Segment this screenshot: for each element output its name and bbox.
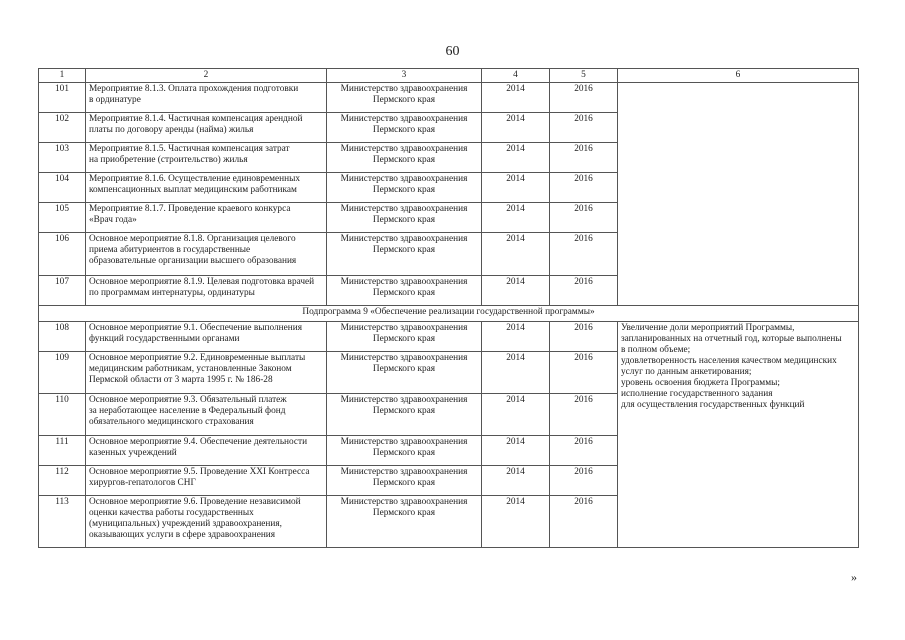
end-year: 2016 [550,143,618,173]
table-row [39,322,859,352]
start-year: 2014 [482,203,550,233]
start-year: 2014 [482,173,550,203]
responsible-executor-line: Пермского края [372,185,436,195]
activity-name-line: приема абитуриентов в государственные [89,245,251,255]
row-number: 112 [39,466,86,496]
activity-name-line: Основное мероприятие 9.5. Проведение XXI Контресса [89,467,310,477]
activity-name-line: Основное мероприятие 8.1.9. Целевая подготовка врачей [89,277,315,287]
activity-name-line: в ординатуре [89,95,141,105]
responsible-executor-line: Министерство здравоохранения [340,277,468,287]
row-number: 105 [39,203,86,233]
activity-name-line: компенсационных выплат медицинским работникам [89,185,297,195]
start-year: 2014 [482,233,550,276]
responsible-executor [327,496,482,548]
responsible-executor-line: Пермского края [372,406,436,416]
subprogram-title: Подпрограмма 9 «Обеспечение реализации государственной программы» [39,306,859,322]
responsible-executor-line: Пермского края [372,95,436,105]
activity-name-line: за неработающее население в Федеральный фонд [89,406,286,416]
end-year: 2016 [550,203,618,233]
responsible-executor-line: Пермского края [372,155,436,165]
activity-name-line: Основное мероприятие 9.4. Обеспечение деятельности [89,437,308,447]
start-year: 2014 [482,466,550,496]
responsible-executor-line: Министерство здравоохранения [340,467,468,477]
responsible-executor-line: Пермского края [372,334,436,344]
start-year: 2014 [482,352,550,394]
responsible-executor-line: Министерство здравоохранения [340,174,468,184]
activity-name-line: казенных учреждений [89,448,177,458]
program-table [38,68,859,548]
activity-name [86,466,327,496]
responsible-executor-line: Министерство здравоохранения [340,497,468,507]
activity-name-line: Мероприятие 8.1.3. Оплата прохождения подготовки [89,84,299,94]
activity-name-line: Основное мероприятие 9.6. Проведение независимой [89,497,301,507]
responsible-executor-line: Пермского края [372,288,436,298]
responsible-executor [327,352,482,394]
end-year: 2016 [550,394,618,436]
responsible-executor [327,436,482,466]
activity-name-line: на приобретение (строительство) жилья [89,155,248,165]
activity-name [86,322,327,352]
end-year: 2016 [550,113,618,143]
activity-name [86,436,327,466]
responsible-executor-line: Министерство здравоохранения [340,323,468,333]
activity-name [86,276,327,306]
page-number: 60 [445,44,460,59]
start-year: 2014 [482,436,550,466]
activity-name-line: «Врач года» [89,215,137,225]
expected-result-line: Увеличение доли мероприятий Программы, [621,323,795,333]
responsible-executor [327,203,482,233]
responsible-executor [327,466,482,496]
end-year: 2016 [550,352,618,394]
row-number: 102 [39,113,86,143]
responsible-executor-line: Министерство здравоохранения [340,144,468,154]
responsible-executor [327,173,482,203]
activity-name [86,143,327,173]
responsible-executor-line: Министерство здравоохранения [340,353,468,363]
responsible-executor-line: Пермского края [372,215,436,225]
group1-body [39,83,859,306]
start-year: 2014 [482,496,550,548]
responsible-executor-line: Министерство здравоохранения [340,84,468,94]
activity-name-line: по программам интернатуры, ординатуры [89,288,255,298]
activity-name-line: платы по договору аренды (найма) жилья [89,125,254,135]
responsible-executor [327,113,482,143]
expected-result-line: удовлетворенность населения качеством медицинских [621,356,837,366]
responsible-executor [327,322,482,352]
activity-name-line: Основное мероприятие 9.2. Единовременные выплаты [89,353,306,363]
col-header-3: 3 [327,69,482,83]
responsible-executor-line: Министерство здравоохранения [340,437,468,447]
row-number: 108 [39,322,86,352]
responsible-executor-line: Пермского края [372,125,436,135]
responsible-executor-line: Пермского края [372,448,436,458]
expected-result-line: в полном объеме; [621,345,691,355]
col-header-1: 1 [39,69,86,83]
activity-name-line: Основное мероприятие 9.1. Обеспечение выполнения [89,323,302,333]
col-header-6: 6 [618,69,859,83]
activity-name-line: Пермской области от 3 марта 1995 г. № 186-28 [89,375,273,385]
activity-name-line: Основное мероприятие 8.1.8. Организация целевого [89,234,296,244]
start-year: 2014 [482,113,550,143]
activity-name-line: функций государственными органами [89,334,240,344]
end-year: 2016 [550,496,618,548]
row-number: 107 [39,276,86,306]
activity-name-line: (муниципальных) учреждений здравоохранения, [89,519,282,529]
start-year: 2014 [482,322,550,352]
activity-name-line: хирургов-гепатологов СНГ [89,478,196,488]
row-number: 113 [39,496,86,548]
activity-name [86,203,327,233]
start-year: 2014 [482,143,550,173]
subprogram-body [39,306,859,322]
activity-name [86,233,327,276]
row-number: 111 [39,436,86,466]
end-year: 2016 [550,436,618,466]
responsible-executor [327,276,482,306]
col-header-5: 5 [550,69,618,83]
responsible-executor-line: Пермского края [372,478,436,488]
activity-name-line: Основное мероприятие 9.3. Обязательный платеж [89,395,287,405]
column-number-row [39,69,859,83]
responsible-executor-line: Министерство здравоохранения [340,204,468,214]
end-year: 2016 [550,83,618,113]
activity-name [86,173,327,203]
end-year: 2016 [550,322,618,352]
activity-name-line: Мероприятие 8.1.5. Частичная компенсация затрат [89,144,290,154]
row-number: 106 [39,233,86,276]
activity-name [86,83,327,113]
activity-name-line: Мероприятие 8.1.4. Частичная компенсация арендной [89,114,303,124]
expected-result-line: для осуществления государственных функций [621,400,805,410]
end-mark: » [851,570,857,584]
start-year: 2014 [482,276,550,306]
row-number: 110 [39,394,86,436]
end-year: 2016 [550,233,618,276]
activity-name-line: обязательного медицинского страхования [89,417,254,427]
activity-name-line: оказывающих услуги в сфере здравоохранения [89,530,276,540]
row-number: 101 [39,83,86,113]
activity-name [86,113,327,143]
responsible-executor [327,83,482,113]
expected-result [618,322,859,548]
responsible-executor [327,143,482,173]
expected-result-line: уровень освоения бюджета Программы; [621,378,780,388]
activity-name [86,394,327,436]
table-row [39,83,859,113]
row-number: 103 [39,143,86,173]
responsible-executor-line: Министерство здравоохранения [340,395,468,405]
responsible-executor-line: Пермского края [372,245,436,255]
activity-name-line: медицинским работникам, установленные Законом [89,364,292,374]
activity-name-line: оценки качества работы государственных [89,508,254,518]
expected-result-line: исполнение государственного задания [621,389,773,399]
row-number: 104 [39,173,86,203]
responsible-executor-line: Пермского края [372,364,436,374]
responsible-executor [327,394,482,436]
col-header-4: 4 [482,69,550,83]
expected-result-line: услуг по данным анкетирования; [621,367,752,377]
responsible-executor [327,233,482,276]
col-header-2: 2 [86,69,327,83]
activity-name [86,496,327,548]
responsible-executor-line: Пермского края [372,508,436,518]
start-year: 2014 [482,394,550,436]
start-year: 2014 [482,83,550,113]
end-year: 2016 [550,173,618,203]
end-year: 2016 [550,276,618,306]
expected-result [618,83,859,306]
end-year: 2016 [550,466,618,496]
activity-name-line: Мероприятие 8.1.7. Проведение краевого конкурса [89,204,291,214]
expected-result-line: запланированных на отчетный год, которые выполнены [621,334,842,344]
activity-name [86,352,327,394]
responsible-executor-line: Министерство здравоохранения [340,114,468,124]
group2-body [39,322,859,548]
row-number: 109 [39,352,86,394]
activity-name-line: Мероприятие 8.1.6. Осуществление единовременных [89,174,301,184]
subprogram-row [39,306,859,322]
responsible-executor-line: Министерство здравоохранения [340,234,468,244]
activity-name-line: образовательные организации высшего образования [89,256,297,266]
